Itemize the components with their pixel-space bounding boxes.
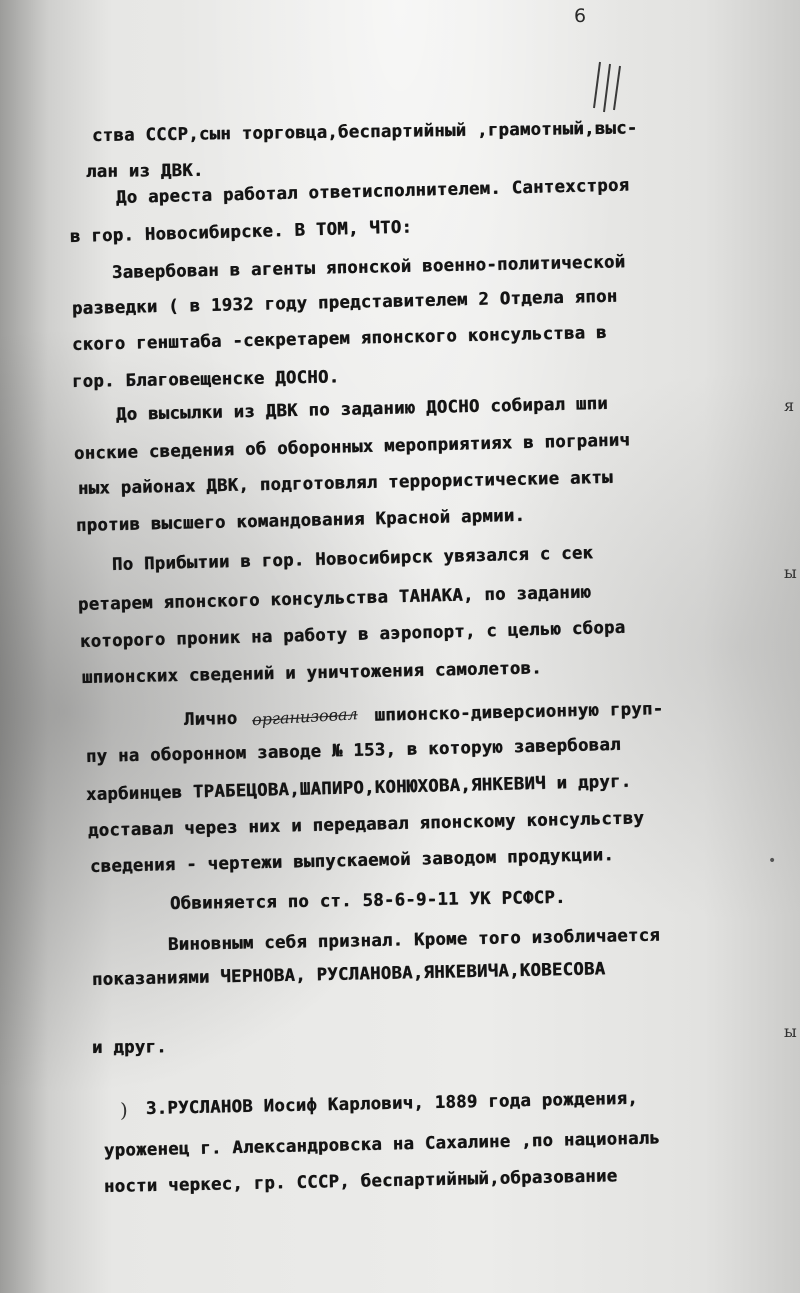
margin-glyph-2: ы	[784, 563, 797, 582]
text-line-2: лан из ДВК.	[85, 160, 204, 182]
text-line-17-suffix: шпионско-диверсионную груп-	[374, 699, 664, 726]
text-line-14: ретарем японского консульства ТАНАКА, по заданию	[77, 582, 592, 615]
text-line-21: сведения - чертежи выпускаемой заводом продукции.	[89, 845, 615, 877]
text-line-13: По Прибытии в гор. Новосибирск увязался с сек	[111, 543, 594, 575]
margin-tick-icon: •	[768, 853, 777, 869]
text-line-18: пу на оборонном заводе № 153, в которую завербовал	[85, 734, 621, 767]
text-line-4: в гор. Новосибирске. В ТОМ, ЧТО:	[69, 217, 413, 247]
text-line-16: шпионских сведений и уничтожения самолетов.	[81, 658, 543, 688]
text-line-17	[184, 698, 664, 731]
text-line-23: Виновным себя признал. Кроме того изобличается	[167, 925, 661, 955]
text-line-10: онские сведения об оборонных мероприятиях в погранич	[73, 430, 631, 464]
text-line-15: которого проник на работу в аэропорт, с целью сбора	[79, 617, 626, 652]
text-line-3: До ареста работал ответисполнителем. Сантехстроя	[115, 175, 630, 208]
text-line-28: ности черкес, гр. СССР, беспартийный,образование	[103, 1166, 618, 1197]
handwritten-insertion: организовал	[251, 704, 359, 730]
text-line-1: ства СССР,сын торговца,беспартийный ,грамотный,выс-	[91, 118, 638, 146]
text-line-8: гор. Благовещенске ДОСНО.	[71, 367, 340, 392]
page-number: 6	[574, 5, 587, 27]
text-line-11: ных районах ДВК, подготовлял террористические акты	[77, 467, 613, 499]
text-line-17-prefix: Лично	[183, 708, 238, 730]
text-line-26: 3.РУСЛАНОВ Иосиф Карлович, 1889 года рождения,	[145, 1088, 639, 1119]
text-line-5: Завербован в агенты японской военно-политической	[111, 252, 626, 283]
margin-glyph-1: я	[784, 396, 795, 415]
text-line-22: Обвиняется по ст. 58-6-9-11 УК РСФСР.	[169, 887, 566, 914]
text-line-9: До высылки из ДВК по заданию ДОСНО собирал шпи	[115, 393, 609, 425]
margin-glyph-3: ы	[784, 1022, 797, 1041]
text-line-24: показаниями ЧЕРНОВА, РУСЛАНОВА,ЯНКЕВИЧА,КОВЕСОВА	[91, 959, 606, 990]
text-line-7: ского генштаба -секретарем японского консульства в	[71, 322, 607, 355]
text-line-25: и друг.	[91, 1037, 167, 1058]
handwritten-mark-icon	[588, 58, 628, 116]
margin-mark-icon: )	[120, 1098, 128, 1122]
text-line-12: против высшего командования Красной армии.	[75, 505, 526, 536]
text-line-27: уроженец г. Александровска на Сахалине ,по националь	[103, 1128, 661, 1161]
text-line-20: доставал через них и передавал японскому консульству	[87, 808, 645, 841]
text-line-6: разведки ( в 1932 году представителем 2 Отдела япон	[71, 286, 618, 319]
text-line-19: харбинцев ТРАБЕЦОВА,ШАПИРО,КОНЮХОВА,ЯНКЕВИЧ и друг.	[85, 771, 632, 805]
